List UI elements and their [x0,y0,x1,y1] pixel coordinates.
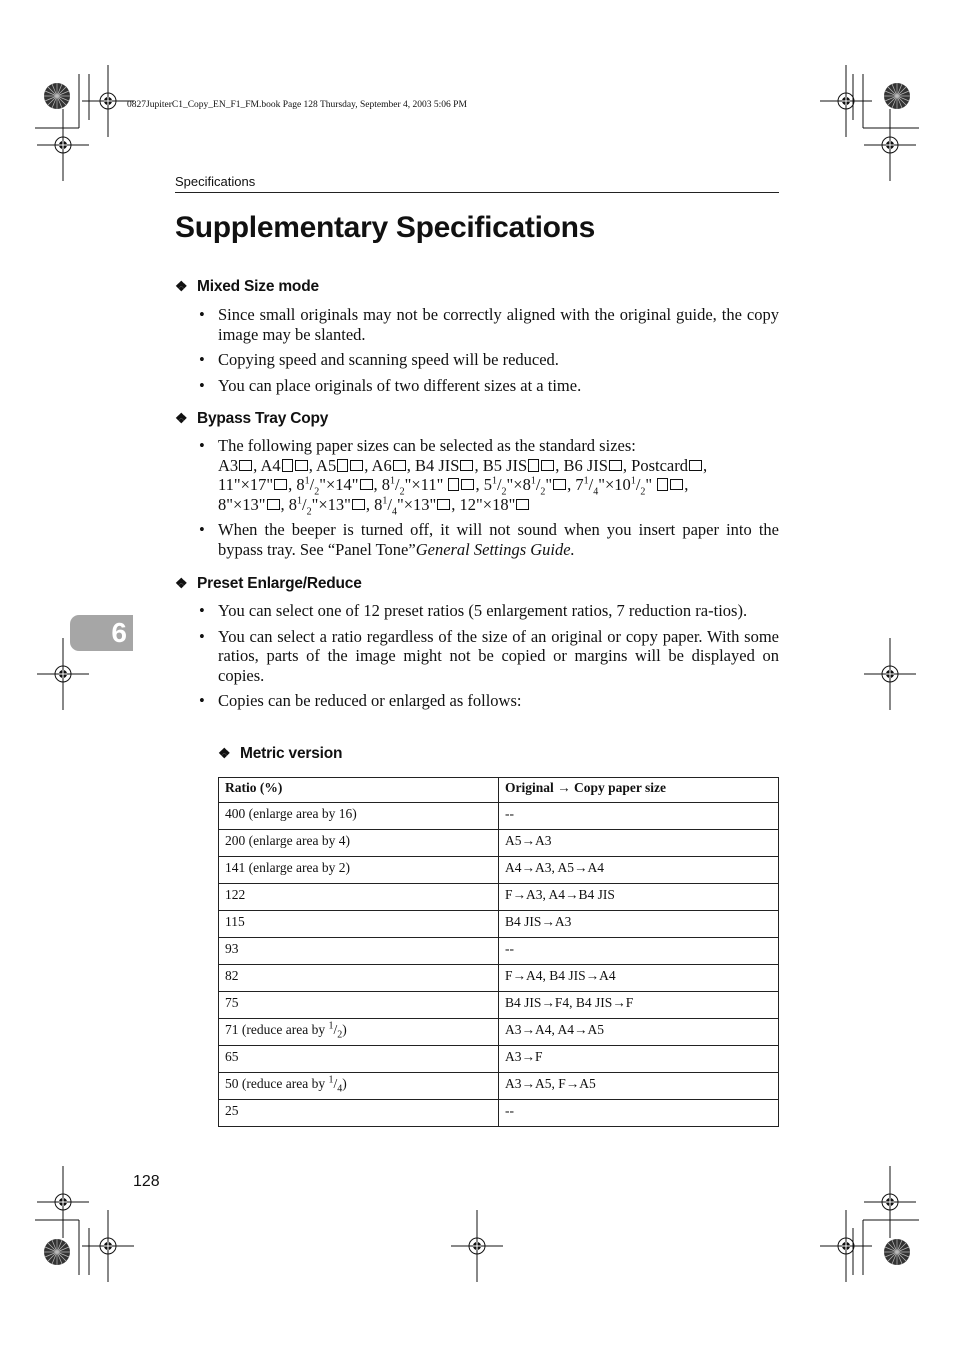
landscape-icon [541,460,554,471]
table-row [219,857,779,884]
landscape-icon [295,460,308,471]
page-title: Supplementary Specifications [175,211,596,244]
paper-sizes-intro: The following paper sizes can be selected as the standard sizes: [218,436,636,455]
table-cell: 71 (reduce area by $^1/_2$) [219,1019,499,1046]
landscape-icon [516,499,529,510]
landscape-icon [461,479,474,490]
arrow-icon: → [557,780,571,795]
portrait-icon [282,459,293,472]
table-cell: 93 [219,938,499,965]
table-row [219,830,779,857]
table-cell: 25 [219,1100,499,1127]
landscape-icon [460,460,473,471]
table-row [219,1046,779,1073]
section-heading-preset-enlarge-reduce [175,575,362,593]
section-heading-label: Bypass Tray Copy [197,410,329,427]
section-heading-label: Mixed Size mode [197,278,319,295]
table-cell: 75 [219,992,499,1019]
table-cell: 50 (reduce area by $^1/_4$) [219,1073,499,1100]
table-row [219,938,779,965]
portrait-icon [448,478,459,491]
section-heading-label: Metric version [240,745,343,762]
diamond-bullet-icon: ❖ [175,278,188,294]
list-item: • Since small originals may not be correctly aligned with the original guide, the copy image may be slanted. [196,305,779,344]
table-row [219,965,779,992]
table-cell: 115 [219,911,499,938]
diamond-bullet-icon: ❖ [175,410,188,426]
column-header-paper-size: Original → Copy paper size [499,778,779,803]
table-cell: 141 (enlarge area by 2) [219,857,499,884]
list-item-beeper: • When the beeper is turned off, it will not sound when you insert paper into the bypass tray. See “Panel Tone”General Settings Guide. [196,520,779,559]
table-cell: -- [499,938,779,965]
portrait-icon [657,478,668,491]
section-heading-label: Preset Enlarge/Reduce [197,575,362,592]
table-cell: 400 (enlarge area by 16) [219,803,499,830]
landscape-icon [267,499,280,510]
table-cell: -- [499,1100,779,1127]
table-row [219,803,779,830]
portrait-icon [528,459,539,472]
table-cell: 65 [219,1046,499,1073]
table-row [219,911,779,938]
document-reference: General Settings Guide. [415,539,575,559]
table-cell: A3→F [499,1046,779,1073]
table-cell: F→A4, B4 JIS→A4 [499,965,779,992]
table-row [219,1019,779,1046]
paper-size-list: A3 , A4 , A5 , A6 , B4 JIS , B5 JIS , B6 JIS , Postcard , 11"×17" , $8^1/_2"\times 14$" , $8^1/_2"\times 11$" , $5^1/_2"\times 8^1/_2$" , $7^1/_4"\times 10^1/_2$" , 8"×13" , $8^1/_2"\times 13$" , $8^1/_4"\times 13$" , 12"×18" [218,455,708,517]
mixed-size-list [196,305,779,401]
table-cell: A3→A5, F→A5 [499,1073,779,1100]
table-cell: 82 [219,965,499,992]
list-item: • You can place originals of two different sizes at a time. [196,376,779,396]
landscape-icon [350,460,363,471]
diamond-bullet-icon: ❖ [175,575,188,591]
landscape-icon [437,499,450,510]
book-info-line: 0827JupiterC1_Copy_EN_F1_FM.book Page 128 Thursday, September 4, 2003 5:06 PM [127,100,467,110]
list-item: • Copies can be reduced or enlarged as follows: [196,691,779,711]
table-cell: B4 JIS→A3 [499,911,779,938]
landscape-icon [360,479,373,490]
landscape-icon [609,460,622,471]
table-row [219,1073,779,1100]
table-cell: A5→A3 [499,830,779,857]
list-item-paper-sizes [196,436,779,517]
portrait-icon [337,459,348,472]
ratio-table [218,777,779,1127]
table-row [219,992,779,1019]
list-item: • You can select one of 12 preset ratios (5 enlargement ratios, 7 reduction ra-tios). [196,601,779,621]
preset-ratios-list [196,601,779,717]
bypass-tray-list [196,436,779,565]
column-header-ratio: Ratio (%) [219,778,499,803]
list-item: • Copying speed and scanning speed will be reduced. [196,350,779,370]
table-header-row [219,778,779,803]
list-item: • You can select a ratio regardless of the size of an original or copy paper. With some ratios, parts of the image might not be copied or margins will be displayed on copies. [196,627,779,686]
chapter-tab: 6 [70,615,133,651]
table-row [219,1100,779,1127]
table-cell: A3→A4, A4→A5 [499,1019,779,1046]
table-row [219,884,779,911]
table-cell: B4 JIS→F4, B4 JIS→F [499,992,779,1019]
landscape-icon [670,479,683,490]
table-cell: 200 (enlarge area by 4) [219,830,499,857]
landscape-icon [689,460,702,471]
landscape-icon [352,499,365,510]
landscape-icon [274,479,287,490]
section-heading-mixed-size [175,278,319,296]
landscape-icon [553,479,566,490]
section-heading-bypass-tray [175,410,328,428]
table-cell: 122 [219,884,499,911]
table-cell: -- [499,803,779,830]
table-cell: F→A3, A4→B4 JIS [499,884,779,911]
landscape-icon [393,460,406,471]
page-number: 128 [133,1173,160,1190]
subsection-heading-metric [218,745,342,763]
running-head: Specifications [175,174,779,193]
landscape-icon [239,460,252,471]
diamond-bullet-icon: ❖ [218,745,231,761]
table-cell: A4→A3, A5→A4 [499,857,779,884]
